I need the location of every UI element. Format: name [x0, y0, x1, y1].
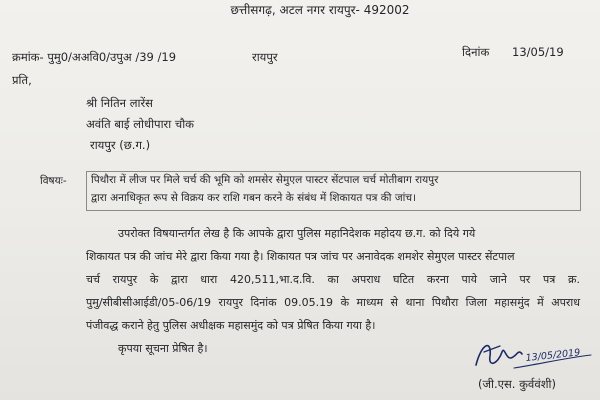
recipient-address-line2: रायपुर (छ.ग.) [90, 138, 151, 152]
subject-label: विषयः- [40, 175, 67, 187]
signature-date: 13/05/2019 [525, 347, 581, 364]
reference-number: क्रमांक- पुमु0/अअवि0/उपुअ /39 /19 [12, 50, 177, 64]
body-line-5: पंजीवद्ध कराने हेतु पुलिस अधीक्षक महासमुंद को पत्र प्रेषित किया गया है। [86, 319, 376, 332]
office-address: छत्तीसगढ़, अटल नगर रायपुर- 492002 [230, 3, 410, 17]
recipient-address-line1: अवंति बाई लोधीपारा चौक [86, 117, 195, 131]
recipient-name: श्री नितिन लारेंस [86, 96, 153, 110]
body-line-4: पुमु/सीबीसीआईडी/05-06/19 रायपुर दिनांक 09.05.19 के माध्यम से थाना पिथौरा जिला महासमुंद में अपराध [86, 296, 580, 309]
handwritten-signature [470, 334, 595, 376]
closing-line: कृपया सूचना प्रेषित है। [118, 342, 208, 355]
letter-date: 13/05/19 [512, 45, 564, 59]
subject-line1: पिथौरा में लीज पर मिले चर्च की भूमि को शमसेर सेमुएल पास्टर सेंटपाल चर्च मोतीबाग रायपुर [91, 174, 439, 186]
date-label: दिनांक [462, 45, 490, 59]
body-line-2: शिकायत पत्र की जांच मेरे द्वारा किया गया है। शिकायत पत्र जांच पर अनावेदक शमशेर सेमुएल पास्टर सेंटपाल [86, 250, 515, 263]
body-line-1: उपरोक्त विषयान्तर्गत लेख है कि आपके द्वारा पुलिस महानिदेशक महोदय छ.ग. को दिये गये [118, 227, 476, 240]
body-line-3: चर्च रायपुर के द्वारा धारा 420,511,भा.द.वि. का अपराध घटित करना पाये जाने पर पत्र क्र. [86, 273, 580, 286]
signatory-name: (जी.एस. कुर्ववंशी) [478, 377, 557, 391]
prati-label: प्रति, [12, 73, 32, 87]
subject-line2: द्वारा अनाधिकृत रूप से विक्रय कर राशि गबन करने के संबंध में शिकायत पत्र की जांच। [91, 192, 417, 204]
reference-place: रायपुर [252, 50, 278, 64]
